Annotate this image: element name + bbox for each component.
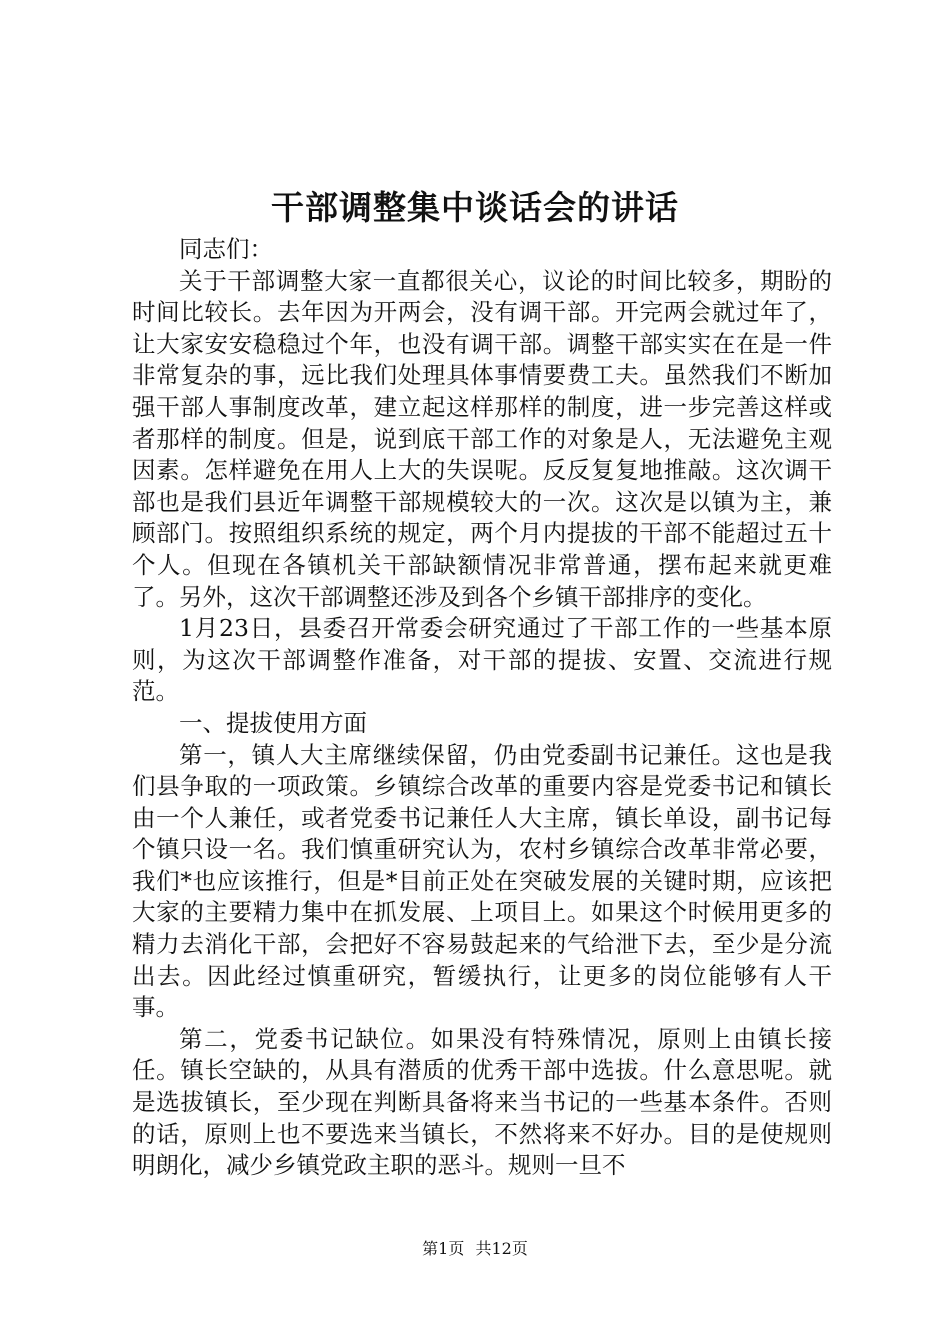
paragraph: 1月23日，县委召开常委会研究通过了干部工作的一些基本原则，为这次干部调整作准备，对干部的提拔、安置、交流进行规范。 <box>132 614 832 706</box>
document-body <box>132 234 832 1182</box>
paragraph: 第一，镇人大主席继续保留，仍由党委副书记兼任。这也是我们县争取的一项政策。乡镇综合改革的重要内容是党委书记和镇长由一个人兼任，或者党委书记兼任人大主席，镇长单设，副书记每个镇只设一名。我们慎重研究认为，农村乡镇综合改革非常必要，我们*也应该推行，但是*目前正处在突破发展的关键时期，应该把大家的主要精力集中在抓发展、上项目上。如果这个时候用更多的精力去消化干部，会把好不容易鼓起来的气给泄下去，至少是分流出去。因此经过慎重研究，暂缓执行，让更多的岗位能够有人干事。 <box>132 740 832 1022</box>
page-total: 共12页 <box>475 1239 528 1258</box>
salutation: 同志们： <box>179 235 273 263</box>
section-heading: 一、提拔使用方面 <box>179 708 367 737</box>
document-title: 干部调整集中谈话会的讲话 <box>271 188 679 227</box>
paragraph: 关于干部调整大家一直都很关心，议论的时间比较多，期盼的时间比较长。去年因为开两会，没有调干部。开完两会就过年了，让大家安安稳稳过个年，也没有调干部。调整干部实实在在是一件非常复杂的事，远比我们处理具体事情要费工夫。虽然我们不断加强干部人事制度改革，建立起这样那样的制度，进一步完善这样或者那样的制度。但是，说到底干部工作的对象是人，无法避免主观因素。怎样避免在用人上大的失误呢。反反复复地推敲。这次调干部也是我们县近年调整干部规模较大的一次。这次是以镇为主，兼顾部门。按照组织系统的规定，两个月内提拔的干部不能超过五十个人。但现在各镇机关干部缺额情况非常普通，摆布起来就更难了。另外，这次干部调整还涉及到各个乡镇干部排序的变化。 <box>132 266 832 611</box>
paragraph: 第二，党委书记缺位。如果没有特殊情况，原则上由镇长接任。镇长空缺的，从具有潜质的优秀干部中选拔。什么意思呢。就是选拔镇长，至少现在判断具备将来当书记的一些基本条件。否则的话，原则上也不要选来当镇长，不然将来不好办。目的是使规则明朗化，减少乡镇党政主职的恶斗。规则一旦不 <box>132 1024 832 1180</box>
page-footer <box>0 1238 950 1260</box>
page-number: 第1页 <box>422 1239 465 1258</box>
